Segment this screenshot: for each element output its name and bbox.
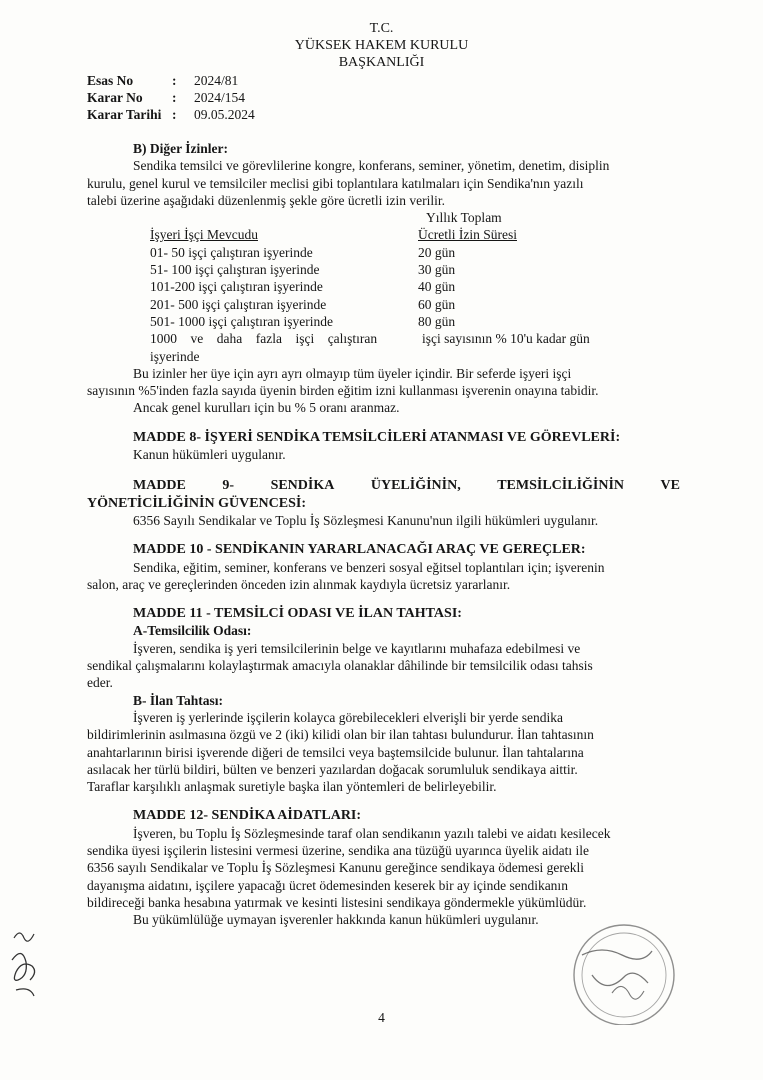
meta-value: 2024/81: [194, 73, 239, 88]
madde-9-title-line-1: [87, 477, 680, 494]
table-cell-line: 1000 ve daha fazla işçi çalıştıran: [150, 331, 378, 347]
table-row: [150, 278, 680, 295]
table-cell: [150, 330, 418, 365]
official-seal-stamp: [552, 915, 682, 1025]
meta-sep: :: [172, 90, 177, 105]
table-cell: 501- 1000 işçi çalıştıran işyerinde: [150, 313, 333, 329]
madde-11-title: MADDE 11 - TEMSİLCİ ODASI VE İLAN TAHTASI:: [133, 606, 462, 622]
leave-table-header: [150, 226, 680, 243]
table-cell: 30 gün: [418, 262, 456, 278]
madde-9-word: SENDİKA: [270, 478, 335, 494]
col-b-header-2: Ücretli İzin Süresi: [418, 227, 517, 243]
madde-9-text: 6356 Sayılı Sendikalar ve Toplu İş Sözleşmesi Kanunu'nun ilgili hükümleri uygulanır.: [133, 512, 599, 528]
madde-11-a-3: eder.: [87, 675, 113, 691]
madde-11-b-5: Taraflar karşılıklı anlaşmak suretiyle başka ilan yöntemleri de belirleyebilir.: [87, 779, 497, 795]
meta-key: Karar Tarihi: [87, 107, 162, 122]
page-number: 4: [378, 1010, 385, 1025]
col-b-header-1: Yıllık Toplam: [426, 210, 502, 226]
meta-sep: :: [172, 73, 177, 88]
table-cell: 20 gün: [418, 244, 456, 260]
madde-12-text-5: bildireceği banka hesabına yatırmak ve kesinti listesini sendikaya göndermekle yükümlüdür.: [87, 894, 587, 910]
madde-8-title: MADDE 8- İŞYERİ SENDİKA TEMSİLCİLERİ ATANMASI VE GÖREVLERİ:: [133, 429, 621, 445]
meta-sep: :: [172, 107, 177, 122]
madde-12-text-6: Bu yükümlülüğe uymayan işverenler hakkında kanun hükümleri uygulanır.: [133, 912, 539, 928]
header-presidency: BAŞKANLIĞI: [338, 55, 425, 70]
madde-11-b-title: B- İlan Tahtası:: [133, 692, 224, 708]
madde-9-word: MADDE: [133, 478, 186, 494]
meta-row-esas: [87, 72, 255, 89]
madde-9-title-line-2: YÖNETİCİLİĞİNİN GÜVENCESİ:: [87, 495, 306, 511]
header-tc: T.C.: [369, 21, 394, 36]
section-b-note-1a: Bu izinler her üye için ayrı ayrı olmayıp tüm üyeler içindir. Bir seferde işyeri işçi: [133, 365, 572, 381]
madde-11-a-2: sendikal çalışmalarını kolaylaştırmak amacıyla olanaklar dâhilinde bir temsilcilik odası tahsis: [87, 658, 593, 674]
madde-12-text-2: sendika üyesi işçilerin listesini vermesi üzerine, sendika ana tüzüğü uyarınca üyelik aidatı ile: [87, 842, 589, 858]
table-row: [150, 296, 680, 313]
leave-table-header-top: [150, 209, 680, 226]
table-cell: 01- 50 işçi çalıştıran işyerinde: [150, 244, 313, 260]
madde-11-a-title: A-Temsilcilik Odası:: [133, 623, 252, 639]
meta-key: Esas No: [87, 73, 134, 88]
table-row: [150, 261, 680, 278]
madde-9-word: 9-: [222, 478, 235, 494]
col-a-header: İşyeri İşçi Mevcudu: [150, 227, 258, 243]
table-cell: 60 gün: [418, 296, 456, 312]
handwritten-initials: [6, 920, 46, 1030]
madde-9-word: VE: [660, 478, 680, 494]
table-row: [150, 313, 680, 330]
document-body: [87, 140, 680, 928]
table-cell: 201- 500 işçi çalıştıran işyerinde: [150, 296, 327, 312]
table-row: [150, 330, 680, 365]
table-cell-line: işyerinde: [150, 348, 200, 364]
madde-11-b-3: anahtarlarının birisi işverende diğeri de temsilci veya baştemsilcide bulunur. İlan tahtalarına: [87, 744, 584, 760]
madde-10-title: MADDE 10 - SENDİKANIN YARARLANACAĞI ARAÇ VE GEREÇLER:: [133, 542, 586, 558]
section-b-note-2: Ancak genel kurulları için bu % 5 oranı aranmaz.: [133, 400, 400, 416]
section-b-note-1b: sayısının %5'inden fazla sayıda üyenin birden eğitim izni kullanması işverenin onayına tabidir.: [87, 383, 599, 399]
meta-key: Karar No: [87, 90, 143, 105]
madde-12-text-3: 6356 sayılı Sendikalar ve Toplu İş Sözleşmesi Kanunu gereğince sendikaya ödemesi gerekli: [87, 860, 585, 876]
table-cell: işçi sayısının % 10'u kadar gün: [422, 331, 590, 347]
madde-9-word: ÜYELİĞİNİN,: [370, 478, 461, 494]
madde-8-text: Kanun hükümleri uygulanır.: [133, 447, 286, 463]
madde-11-a-1: İşveren, sendika iş yeri temsilcilerinin belge ve kayıtlarını muhafaza edebilmesi ve: [133, 640, 581, 656]
header-court: YÜKSEK HAKEM KURULU: [294, 38, 469, 53]
meta-row-karar: [87, 89, 255, 106]
table-cell: 80 gün: [418, 313, 456, 329]
leave-table: [150, 209, 680, 365]
madde-9-word: TEMSİLCİLİĞİNİN: [497, 478, 625, 494]
table-cell: 51- 100 işçi çalıştıran işyerinde: [150, 262, 320, 278]
madde-11-b-2: bildirimlerinin asılmasına özgü ve 2 (iki) kilidi olan bir ilan tahtası bulundurur. İlan tahtasının: [87, 727, 594, 743]
table-cell: 101-200 işçi çalıştıran işyerinde: [150, 279, 323, 295]
madde-12-text-1: İşveren, bu Toplu İş Sözleşmesinde taraf olan sendikanın yazılı talebi ve aidatı kesilecek: [133, 825, 611, 841]
section-b-intro-2: kurulu, genel kurul ve temsilciler meclisi gibi toplantılara katılmaları için Sendika'nın yazılı: [87, 175, 584, 191]
madde-10-text-2: salon, araç ve gereçlerinden önceden izin alınmak kaydıyla ücretsiz yararlanır.: [87, 576, 511, 592]
madde-11-b-4: asılacak her türlü bildiri, bülten ve benzeri yazılardan doğacak sorumluluk sendikaya aittir.: [87, 761, 578, 777]
madde-12-title: MADDE 12- SENDİKA AİDATLARI:: [133, 808, 362, 824]
section-b-intro-1: Sendika temsilci ve görevlilerine kongre, konferans, seminer, yönetim, denetim, disiplin: [133, 158, 610, 174]
section-b-intro-3: talebi üzerine aşağıdaki düzenlenmiş şekle göre ücretli izin verilir.: [87, 192, 445, 208]
madde-11-b-1: İşveren iş yerlerinde işçilerin kolayca görebilecekleri elverişli bir yerde sendika: [133, 709, 563, 725]
meta-value: 2024/154: [194, 90, 246, 105]
section-b-title: B) Diğer İzinler:: [133, 141, 228, 156]
table-cell: 40 gün: [418, 279, 456, 295]
madde-10-text-1: Sendika, eğitim, seminer, konferans ve benzeri sosyal eğitsel toplantıları için; işverenin: [133, 559, 605, 575]
table-row: [150, 244, 680, 261]
meta-value: 09.05.2024: [194, 107, 255, 122]
case-meta: [87, 72, 255, 123]
madde-12-text-4: dayanışma aidatını, işçilere yapacağı ücret ödemesinden keserek bir ay içinde sendikanın: [87, 877, 568, 893]
meta-row-tarih: [87, 106, 255, 123]
